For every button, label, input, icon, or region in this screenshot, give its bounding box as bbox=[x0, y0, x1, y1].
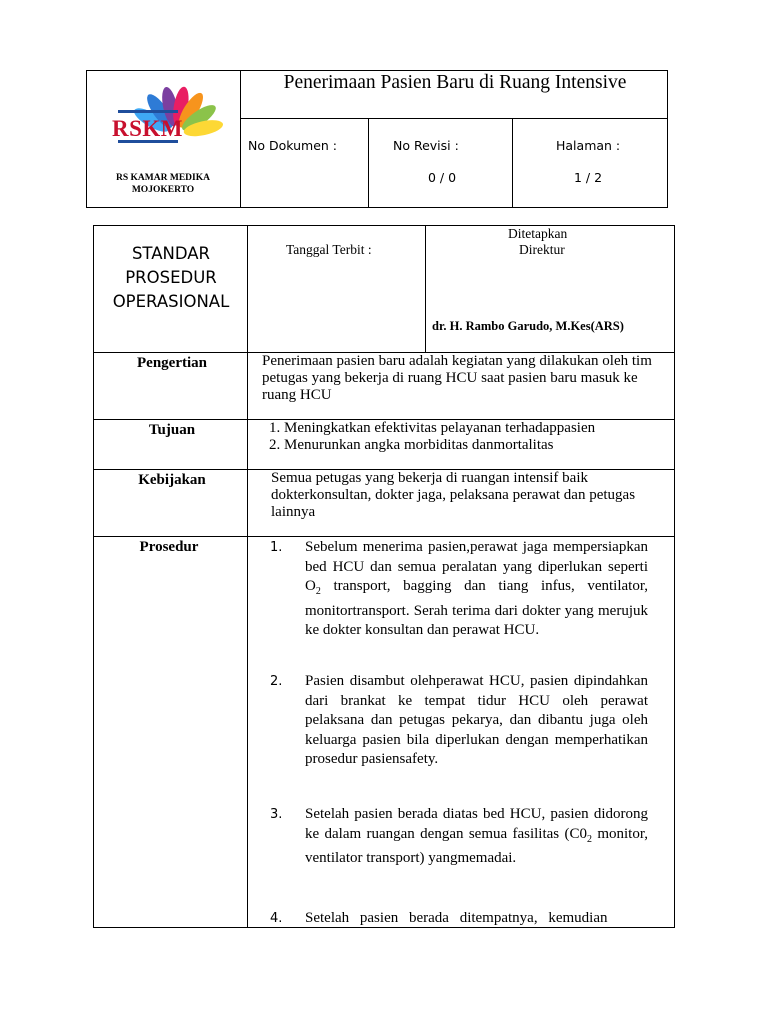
document-title: Penerimaan Pasien Baru di Ruang Intensive bbox=[283, 72, 627, 93]
sop-title-line3: OPERASIONAL bbox=[112, 292, 230, 311]
prosedur-item-text: Setelah pasien berada diatas bed HCU, pasien didorong ke dalam ruangan dengan semua fasilitas ($C0_2$ monitor, ventilator transport) yangmemadai. bbox=[305, 806, 648, 866]
kebijakan-label: Kebijakan bbox=[138, 472, 206, 488]
header-divider-title bbox=[240, 118, 668, 119]
tujuan-list bbox=[264, 420, 672, 454]
prosedur-item bbox=[270, 805, 648, 869]
header-border-left bbox=[86, 70, 87, 208]
no-revisi-value: 0 / 0 bbox=[428, 170, 457, 185]
prosedur-item-number: 3. bbox=[270, 807, 283, 822]
header-divider-rev bbox=[512, 118, 513, 208]
logo-text: RSKM bbox=[112, 116, 183, 141]
prosedur-item-number: 1. bbox=[270, 540, 283, 555]
prosedur-item-number: 4. bbox=[270, 911, 283, 926]
director-name: dr. H. Rambo Garudo, M.Kes(ARS) bbox=[432, 319, 624, 333]
tujuan-item: 2. Menurunkan angka morbiditas danmortalitas bbox=[284, 437, 672, 454]
prosedur-item-text: Setelah pasien berada ditempatnya, kemudian bbox=[305, 910, 608, 926]
halaman-value: 1 / 2 bbox=[574, 170, 603, 185]
no-dokumen-label: No Dokumen : bbox=[248, 138, 337, 153]
sop-title bbox=[96, 242, 246, 314]
tujuan-label: Tujuan bbox=[148, 422, 196, 438]
main-border-right bbox=[674, 225, 675, 928]
no-revisi-label: No Revisi : bbox=[393, 138, 459, 153]
main-border-top bbox=[93, 225, 675, 226]
ditetapkan-label: Ditetapkan bbox=[508, 226, 568, 241]
header-border-top bbox=[86, 70, 668, 71]
main-divider-col bbox=[247, 225, 248, 928]
kebijakan-text: Semua petugas yang bekerja di ruangan intensif baik dokterkonsultan, dokter jaga, pelaksana perawat dan petugas lainnya bbox=[271, 470, 636, 520]
hospital-name: RS KAMAR MEDIKA MOJOKERTO bbox=[116, 173, 210, 195]
sop-title-line1: STANDAR bbox=[131, 244, 211, 263]
sop-title-line2: PROSEDUR bbox=[125, 268, 217, 287]
prosedur-item-text: Sebelum menerima pasien,perawat jaga mempersiapkan bed HCU dan semua peralatan yang diperlukan seperti $O_2$ transport, bagging dan tiang infus, ventilator, monitortransport. Serah terima dari dokter yang merujuk ke dokter konsultan dan perawat HCU. bbox=[305, 539, 648, 638]
main-divider-sign bbox=[425, 225, 426, 353]
prosedur-item-number: 2. bbox=[270, 674, 283, 689]
halaman-label: Halaman : bbox=[556, 138, 621, 153]
prosedur-item bbox=[270, 909, 648, 929]
prosedur-item bbox=[270, 672, 648, 770]
tanggal-terbit-label: Tanggal Terbit : bbox=[286, 242, 372, 257]
header-divider-doc bbox=[368, 118, 369, 208]
row-divider-4 bbox=[93, 536, 675, 537]
direktur-label: Direktur bbox=[519, 242, 565, 257]
header-divider-logo bbox=[240, 70, 241, 208]
pengertian-text: Penerimaan pasien baru adalah kegiatan yang dilakukan oleh tim petugas yang bekerja di ruang HCU saat pasien baru masuk ke ruang HCU bbox=[262, 353, 652, 403]
prosedur-item-text: Pasien disambut olehperawat HCU, pasien dipindahkan dari brankat ke tempat tidur HCU oleh perawat pelaksana dan petugas pekarya, dan dibantu juga oleh keluarga pasien bila diperlukan dengan memperhatikan prosedur pasiensafety. bbox=[305, 673, 648, 767]
pengertian-label: Pengertian bbox=[137, 355, 207, 371]
prosedur-item bbox=[270, 538, 648, 641]
header-border-bottom bbox=[86, 207, 668, 208]
tujuan-item: 1. Meningkatkan efektivitas pelayanan terhadappasien bbox=[284, 420, 672, 437]
prosedur-label: Prosedur bbox=[139, 539, 199, 555]
main-border-left bbox=[93, 225, 94, 928]
